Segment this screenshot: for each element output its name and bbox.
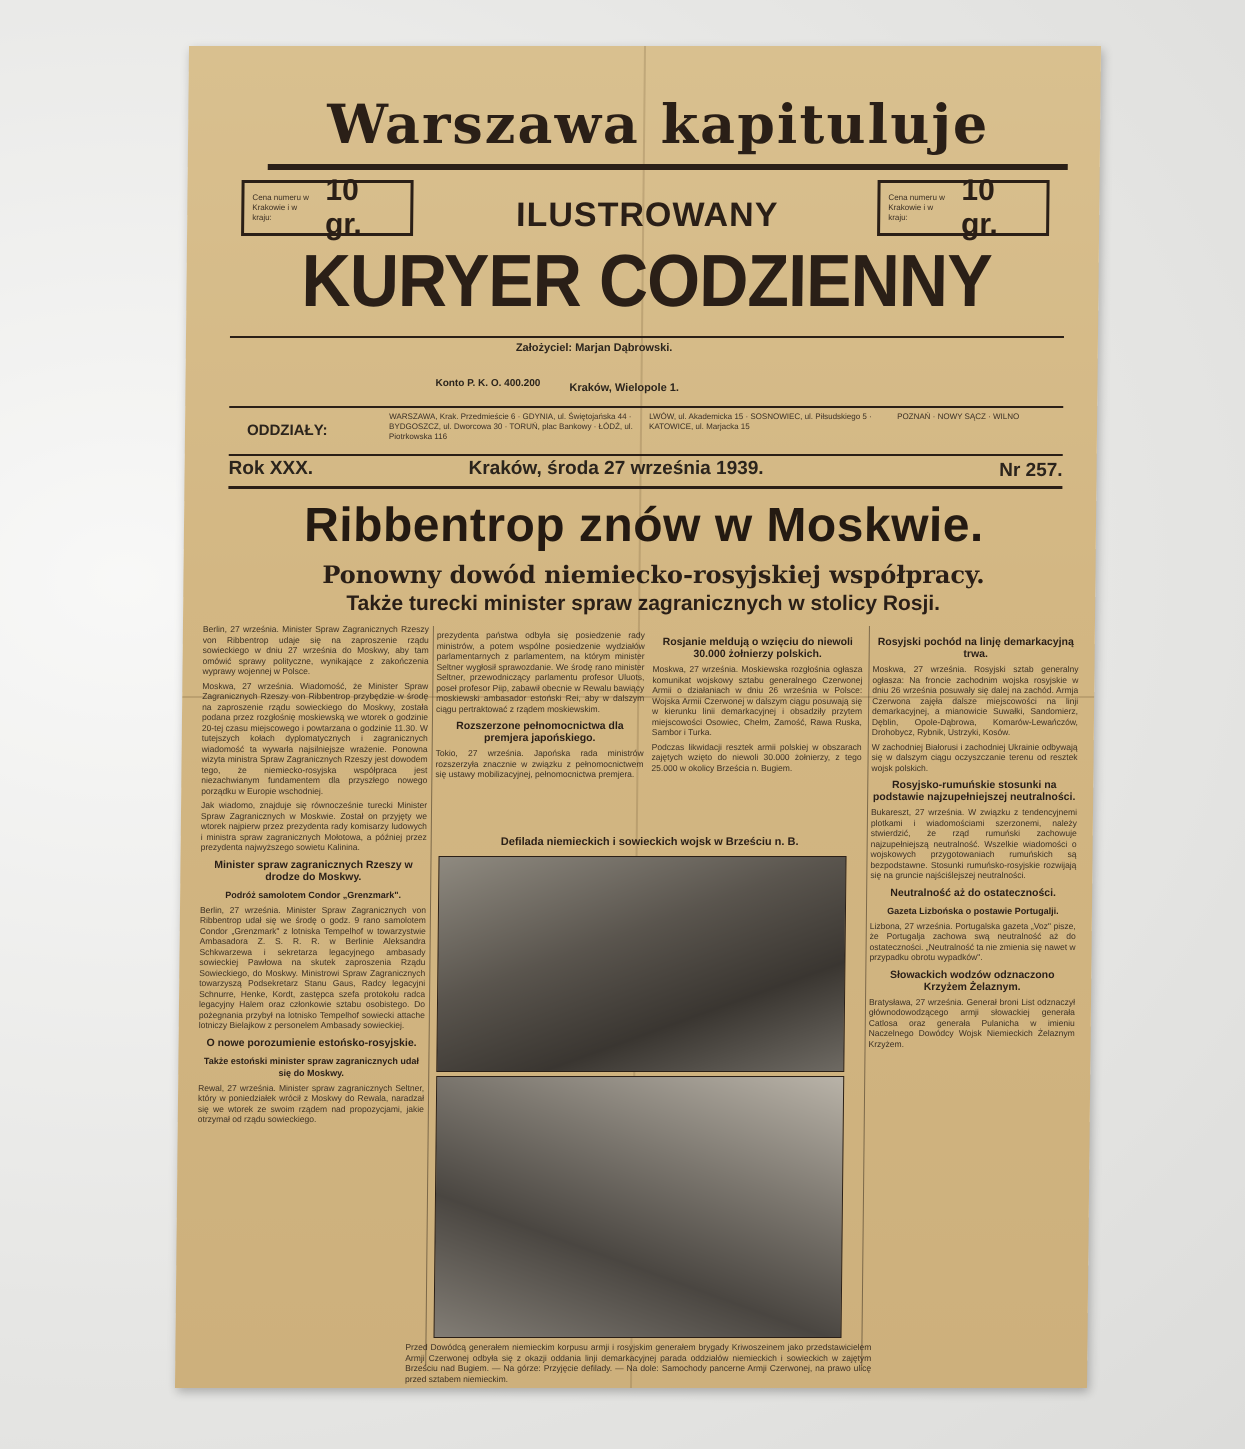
paragraph: Rewal, 27 września. Minister spraw zagranicznych Seltner, który w poniedziałek wrócił z Moskwy do Rewala, naradzał się we wtorek ze swoim rządem nad propozycjami, jakie otrzymał od rządu sowieckiego.: [197, 1082, 425, 1124]
paragraph: prezydenta państwa odbyła się posiedzenie rady ministrów, a potem wspólne posiedzenie wydziałów parlamentarnych z parlamentem, na którym minister Seltner wygłosił sprawozdanie. We środę rano minister Seltner, przewodniczący parlamentu profesor Uluots, poseł profesor Piip, zabawił obecnie w Rewalu bawiący moskiewski ambasador estoński Rei, aby w dalszym ciągu pertraktować z rządem moskiewskim.: [436, 630, 645, 714]
paragraph: Tokio, 27 września. Japońska rada ministrów rozszerzyła znacznie w związku z pełnomocnictwem się ustawy mobilizacyjnej, pełnomocnictwa premjera.: [435, 748, 644, 779]
main-headline: Ribbentrop znów w Moskwie.: [303, 499, 985, 552]
paragraph: Podczas likwidacji resztek armii polskiej w obszarach zajętych wzięto do niewoli 30.000 żołnierzy, z tego 25.000 w okolicy Brześcia n. Bugiem.: [651, 741, 862, 773]
issue-number: Nr 257.: [999, 460, 1063, 481]
branches-col-1: WARSZAWA, Krak. Przedmieście 6 · GDYNIA, ul. Świętojańska 44 · BYDGOSZCZ, ul. Dworcowa 30 · TORUŃ, plac Bankowy · ŁÓDŹ, ul. Piotrkowska 116: [388, 412, 633, 441]
masthead-title: KURYER CODZIENNY: [301, 239, 993, 322]
parade-photo-bottom: [433, 1076, 844, 1338]
paragraph: Moskwa, 27 września. Wiadomość, że Minister Spraw Zagranicznych Rzeszy von Ribbentrop przybędzie w środę na zaproszenie rządu sowieckiego do Moskwy, została podana przez rozgłośnię moskiewską we wtorek o godzinie 20-tej czasu miejscowego i powtarzana o godzinie 11.30. W tutejszych kołach dyplomatycznych i zagranicznych wiadomość ta wywarła najsilniejsze wrażenie. Ponowna wizyta ministra Spraw Zagranicznych Rzeszy jest dowodem tego, że niemiecko-rosyjska współpraca jest niezachwianym fundamentem dla przyszłego nowego porządku w Europie wschodniej.: [201, 680, 429, 796]
paragraph: Moskwa, 27 września. Moskiewska rozgłośnia ogłasza komunikat wojskowy sztabu generalnego Czerwonej Armii o działaniach w dniu 26 września w Polsce: Wojska Armii Czerwonej w dalszym ciągu posuwają się w kierunku linii demarkacyjnej i obsadziły przytem miejscowości Osowiec, Chełm, Zamość, Rawa Ruska, Sambor i Turka.: [651, 664, 863, 737]
volume-year: Rok XXX.: [228, 458, 314, 479]
section-heading: Minister spraw zagranicznych Rzeszy w drodze do Moskwy.: [214, 858, 413, 883]
section-heading: Rosyjski pochód na linję demarkacyjną trwa.: [877, 636, 1074, 660]
dateline: [228, 454, 1062, 489]
section-subheading: Także estoński minister spraw zagranicznych udał się do Moskwy.: [203, 1055, 419, 1078]
section-heading: Rosjanie meldują o wzięciu do niewoli 30.000 żołnierzy polskich.: [662, 636, 853, 660]
price-value: 10 gr.: [324, 174, 362, 241]
section-heading: O nowe porozumienie estońsko-rosyjskie.: [206, 1036, 417, 1049]
price-value: 10 gr.: [960, 174, 998, 241]
banner-headline: Warszawa kapituluje: [326, 92, 990, 156]
section-heading: Neutralność aż do ostateczności.: [890, 886, 1057, 899]
newspaper-page: [175, 46, 1101, 1388]
account-number: Konto P. K. O. 400.200: [435, 378, 541, 389]
masthead-small: ILUSTROWANY: [515, 196, 779, 234]
banner-rule: [268, 164, 1068, 170]
paragraph: Jak wiadomo, znajduje się równocześnie turecki Minister Spraw Zagranicznych w Moskwie. Został on przyjęty we wtorek najpierw przez prezydenta rady komisarzy ludowych i ministra spraw zagranicznych Mołotowa, a później przez prezydenta najwyższego sowietu Kalinina.: [200, 800, 428, 852]
branches-col-2: LWÓW, ul. Akademicka 15 · SOSNOWIEC, ul. Piłsudskiego 5 · KATOWICE, ul. Marjacka 15: [648, 412, 872, 431]
price-label: Cena numeru w Krakowie i w kraju:: [252, 193, 309, 222]
paragraph: W zachodniej Białorusi i zachodniej Ukrainie odbywają się w dalszym ciągu oczyszczanie terenu od resztek wojsk polskich.: [871, 741, 1078, 773]
sub-headline: Ponowny dowód niemiecko-rosyjskiej współpracy.: [322, 560, 985, 589]
paragraph: Berlin, 27 września. Minister Spraw Zagranicznych Rzeszy von Ribbentrop udaje się na zaproszenie rządu sowieckiego w dniu 27 września do Moskwy, aby tam omówić sprawy polityczne, wynikające z zakończenia wyprawy wojennej w Polsce.: [202, 624, 429, 676]
sub-headline-2: Także turecki minister spraw zagranicznych w stolicy Rosji.: [346, 592, 941, 615]
price-label: Cena numeru w Krakowie i w kraju:: [888, 193, 945, 222]
office-address: Kraków, Wielopole 1.: [569, 382, 680, 394]
paragraph: Bratysława, 27 września. Generał broni List odznaczył głównodowodzącego armji słowackiej generała Catlosa oraz generała Pulanicha w imieniu Naczelnego Dowódcy Wojsk Niemieckich Żelaznym Krzyżem.: [868, 996, 1076, 1049]
photo-caption: Przed Dowódcą generałem niemieckim korpusu armji i rosyjskim generałem brygady Kriwoszeinem jako przedstawicielem Armji Czerwonej odbyła się z okazji oddania linji demarkacyjnej parada oddziałów niemieckich i sowieckich w zajętym Brześciu nad Bugiem. — Na górze: Przyjęcie defilady. — Na dole: Samochody pancerne Armji Czerwonej, na prawo ulicę przed sztabem niemieckim.: [405, 1342, 872, 1384]
branches-label: ODDZIAŁY:: [246, 422, 328, 439]
branches-row: [229, 406, 1064, 456]
article-column-1: [195, 624, 429, 1384]
paragraph: Bukareszt, 27 września. W związku z tendencyjnemi plotkami i wiadomościami szerzonemi, należy stwierdzić, że rząd rumuński zachowuje najzupełniejszą neutralność. Wszelkie wiadomości o wojskowych przygotowaniach rumuńskich są bezpodstawne. Stosunki rumuńsko-rosyjskie rozwijają się na gruncie najściślejszej neutralności.: [870, 807, 1078, 880]
issue-date: Kraków, środa 27 września 1939.: [468, 458, 764, 479]
price-box-left: [241, 174, 414, 241]
paragraph: Berlin, 27 września. Minister Spraw Zagranicznych von Ribbentrop udał się we środę o godz. 9 rano samolotem Condor „Grenzmark" z lotniska Tempelhof w towarzystwie Ambasadora Z. S. R. R. w Berlinie Aleksandra Schkwarzewa i sekretarza legacyjnego ambasady sowieckiej Pawłowa na skutek zaproszenia Rządu Sowieckiego, do Moskwy. Ministrowi Spraw Zagranicznych towarzyszą Podsekretarz Stanu Gaus, Radcy legacyjni Schnurre, Henke, Kordt, zastępca szefa protokołu radca legacyjny Halem oraz członkowie sztabu osobistego. Do pożegnania przybył na lotnisko Tempelhof sowiecki attache lotniczy Bielajkow z personelem Ambasady sowieckiej.: [198, 904, 427, 1030]
article-column-4: [865, 630, 1079, 1370]
section-subheading: Gazeta Lizbońska o postawie Portugalji.: [887, 905, 1059, 916]
founder-line: Założyciel: Marjan Dąbrowski.: [515, 342, 673, 354]
photo-section: [429, 836, 864, 1356]
price-box-right: [877, 174, 1050, 241]
section-heading: Rosyjsko-rumuńskie stosunki na podstawie najzupełniejszej neutralności.: [872, 779, 1076, 803]
paragraph: Moskwa, 27 września. Rosyjski sztab generalny ogłasza: Na froncie zachodnim wojska rosyjskie w dniu 26 września posuwały się dalej na zachód. Armja Czerwona zajęła dalsze miejscowości na linji demarkacyjnej, a mianowicie Suwałki, Sandomierz, Dęblin, Opole-Dąbrowa, Komarów-Lewańczów, Drohobycz, Rybnik, Ustrzyki, Kosów.: [871, 664, 1079, 737]
paragraph: Lizbona, 27 września. Portugalska gazeta „Voz" pisze, że Portugalja zachowa swą neutralność aż do ostateczności. „Neutralność ta nie zmienia się nawet w przypadku obrotu wypadków".: [869, 920, 1076, 962]
parade-photo-top: [436, 856, 846, 1072]
section-heading: Słowackich wodzów odznaczono Krzyżem Żelaznym.: [889, 968, 1055, 993]
branches-col-3: POZNAŃ · NOWY SĄCZ · WILNO: [897, 412, 1020, 421]
section-heading: Rozszerzone pełnomocnictwa dla premjera japońskiego.: [456, 720, 624, 744]
photo-title: Defilada niemieckich i sowieckich wojsk w Brześciu n. B.: [500, 836, 799, 848]
section-subheading: Podróż samolotem Condor „Grenzmark".: [225, 889, 402, 900]
